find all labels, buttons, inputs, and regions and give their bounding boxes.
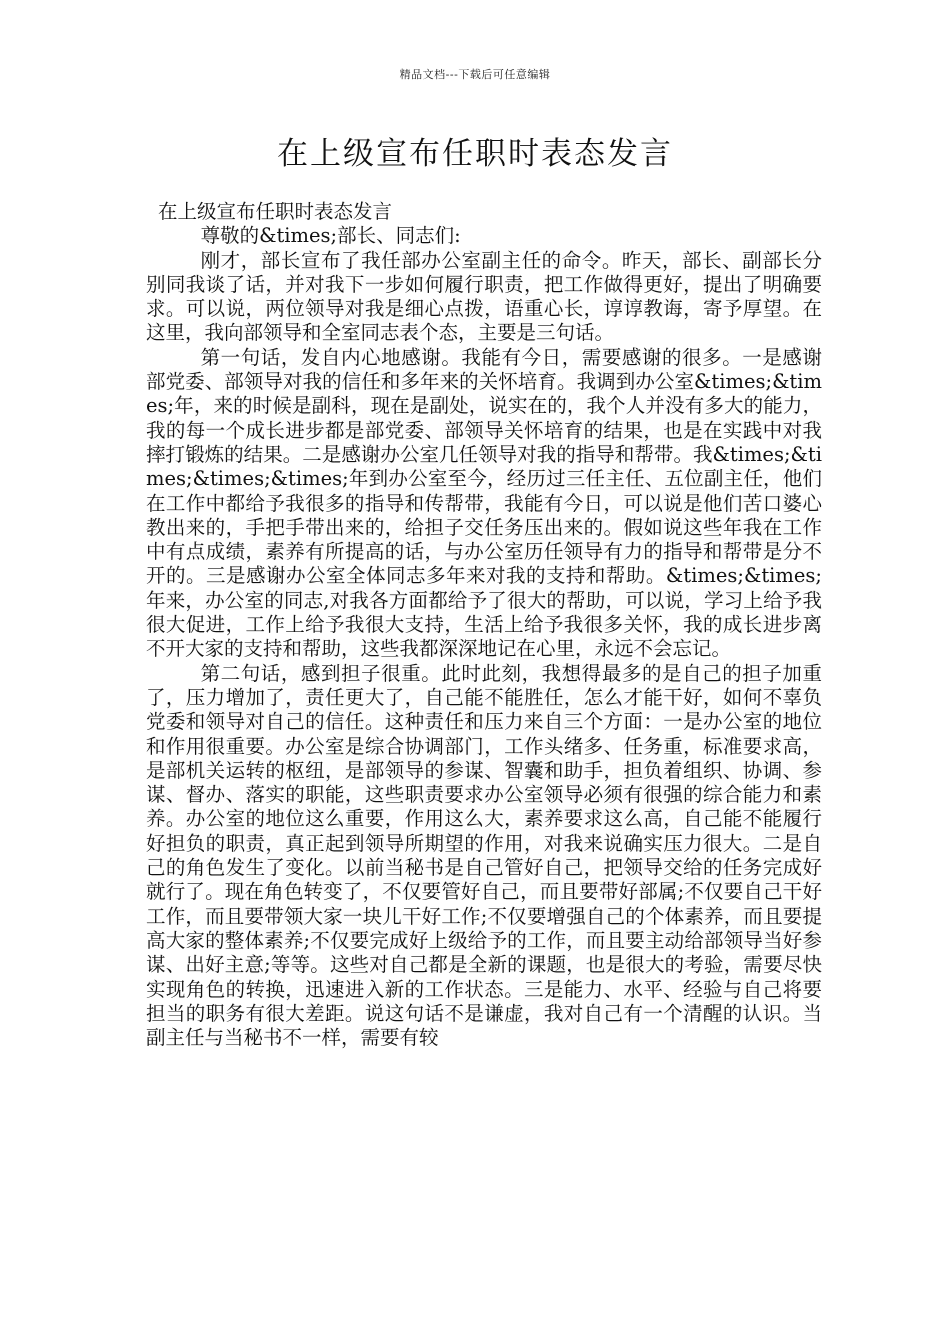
paragraph-responsibility: 第二句话，感到担子很重。此时此刻，我想得最多的是自己的担子加重了，压力增加了，责任更大了，自己能不能胜任，怎么才能干好，如何不辜负党委和领导对自己的信任。这种责任和压力来自三个方面：一是办公室的地位和作用很重要。办公室是综合协调部门，工作头绪多、任务重，标准要求高，是部机关运转的枢纽，是部领导的参谋、智囊和助手，担负着组织、协调、参谋、督办、落实的职能，这些职责要求办公室领导必须有很强的综合能力和素养。办公室的地位这么重要，作用这么大，素养要求这么高，自己能不能履行好担负的职责，真正起到领导所期望的作用，对我来说确实压力很大。二是自己的角色发生了变化。以前当秘书是自己管好自己，把领导交给的任务完成好就行了。现在角色转变了，不仅要管好自己，而且要带好部属;不仅要自己干好工作，而且要带领大家一块儿干好工作;不仅要增强自己的个体素养，而且要提高大家的整体素养;不仅要完成好上级给予的工作，而且要主动给部领导当好参谋、出好主意;等等。这些对自己都是全新的课题，也是很大的考验，需要尽快实现角色的转换，迅速进入新的工作状态。三是能力、水平、经验与自己将要担当的职务有很大差距。说这句话不是谦虚，我对自己有一个清醒的认识。当副主任与当秘书不一样，需要有较 xyxy=(146,661,822,1050)
document-subtitle: 在上级宣布任职时表态发言 xyxy=(158,200,393,223)
paragraph-gratitude: 第一句话，发自内心地感谢。我能有今日，需要感谢的很多。一是感谢部党委、部领导对我的信任和多年来的关怀培育。我调到办公室&times;&times;年，来的时候是副科，现在是副处，说实在的，我个人并没有多大的能力，我的每一个成长进步都是部党委、部领导关怀培育的结果，也是在实践中对我摔打锻炼的结果。二是感谢办公室几任领导对我的指导和帮带。我&times;&times;&times;&times;年到办公室至今，经历过三任主任、五位副主任，他们在工作中都给予我很多的指导和传帮带，我能有今日，可以说是他们苦口婆心教出来的，手把手带出来的，给担子交任务压出来的。假如说这些年我在工作中有点成绩，素养有所提高的话，与办公室历任领导有力的指导和帮带是分不开的。三是感谢办公室全体同志多年来对我的支持和帮助。&times;&times;年来，办公室的同志,对我各方面都给予了很大的帮助，可以说，学习上给予我很大促进，工作上给予我很大支持，生活上给予我很多关怀，我的成长进步离不开大家的支持和帮助，这些我都深深地记在心里，永远不会忘记。 xyxy=(146,345,822,661)
header-note: 精品文档---下载后可任意编辑 xyxy=(399,68,551,81)
paragraph-opening: 刚才，部长宣布了我任部办公室副主任的命令。昨天，部长、副部长分别同我谈了话，并对我下一步如何履行职责，把工作做得更好，提出了明确要求。可以说，两位领导对我是细心点拨，语重心长，谆谆教诲，寄予厚望。在这里，我向部领导和全室同志表个态，主要是三句话。 xyxy=(146,248,822,345)
document-body xyxy=(146,200,822,1050)
greeting-line: 尊敬的&times;部长、同志们: xyxy=(200,224,461,248)
document-title: 在上级宣布任职时表态发言 xyxy=(277,136,673,172)
